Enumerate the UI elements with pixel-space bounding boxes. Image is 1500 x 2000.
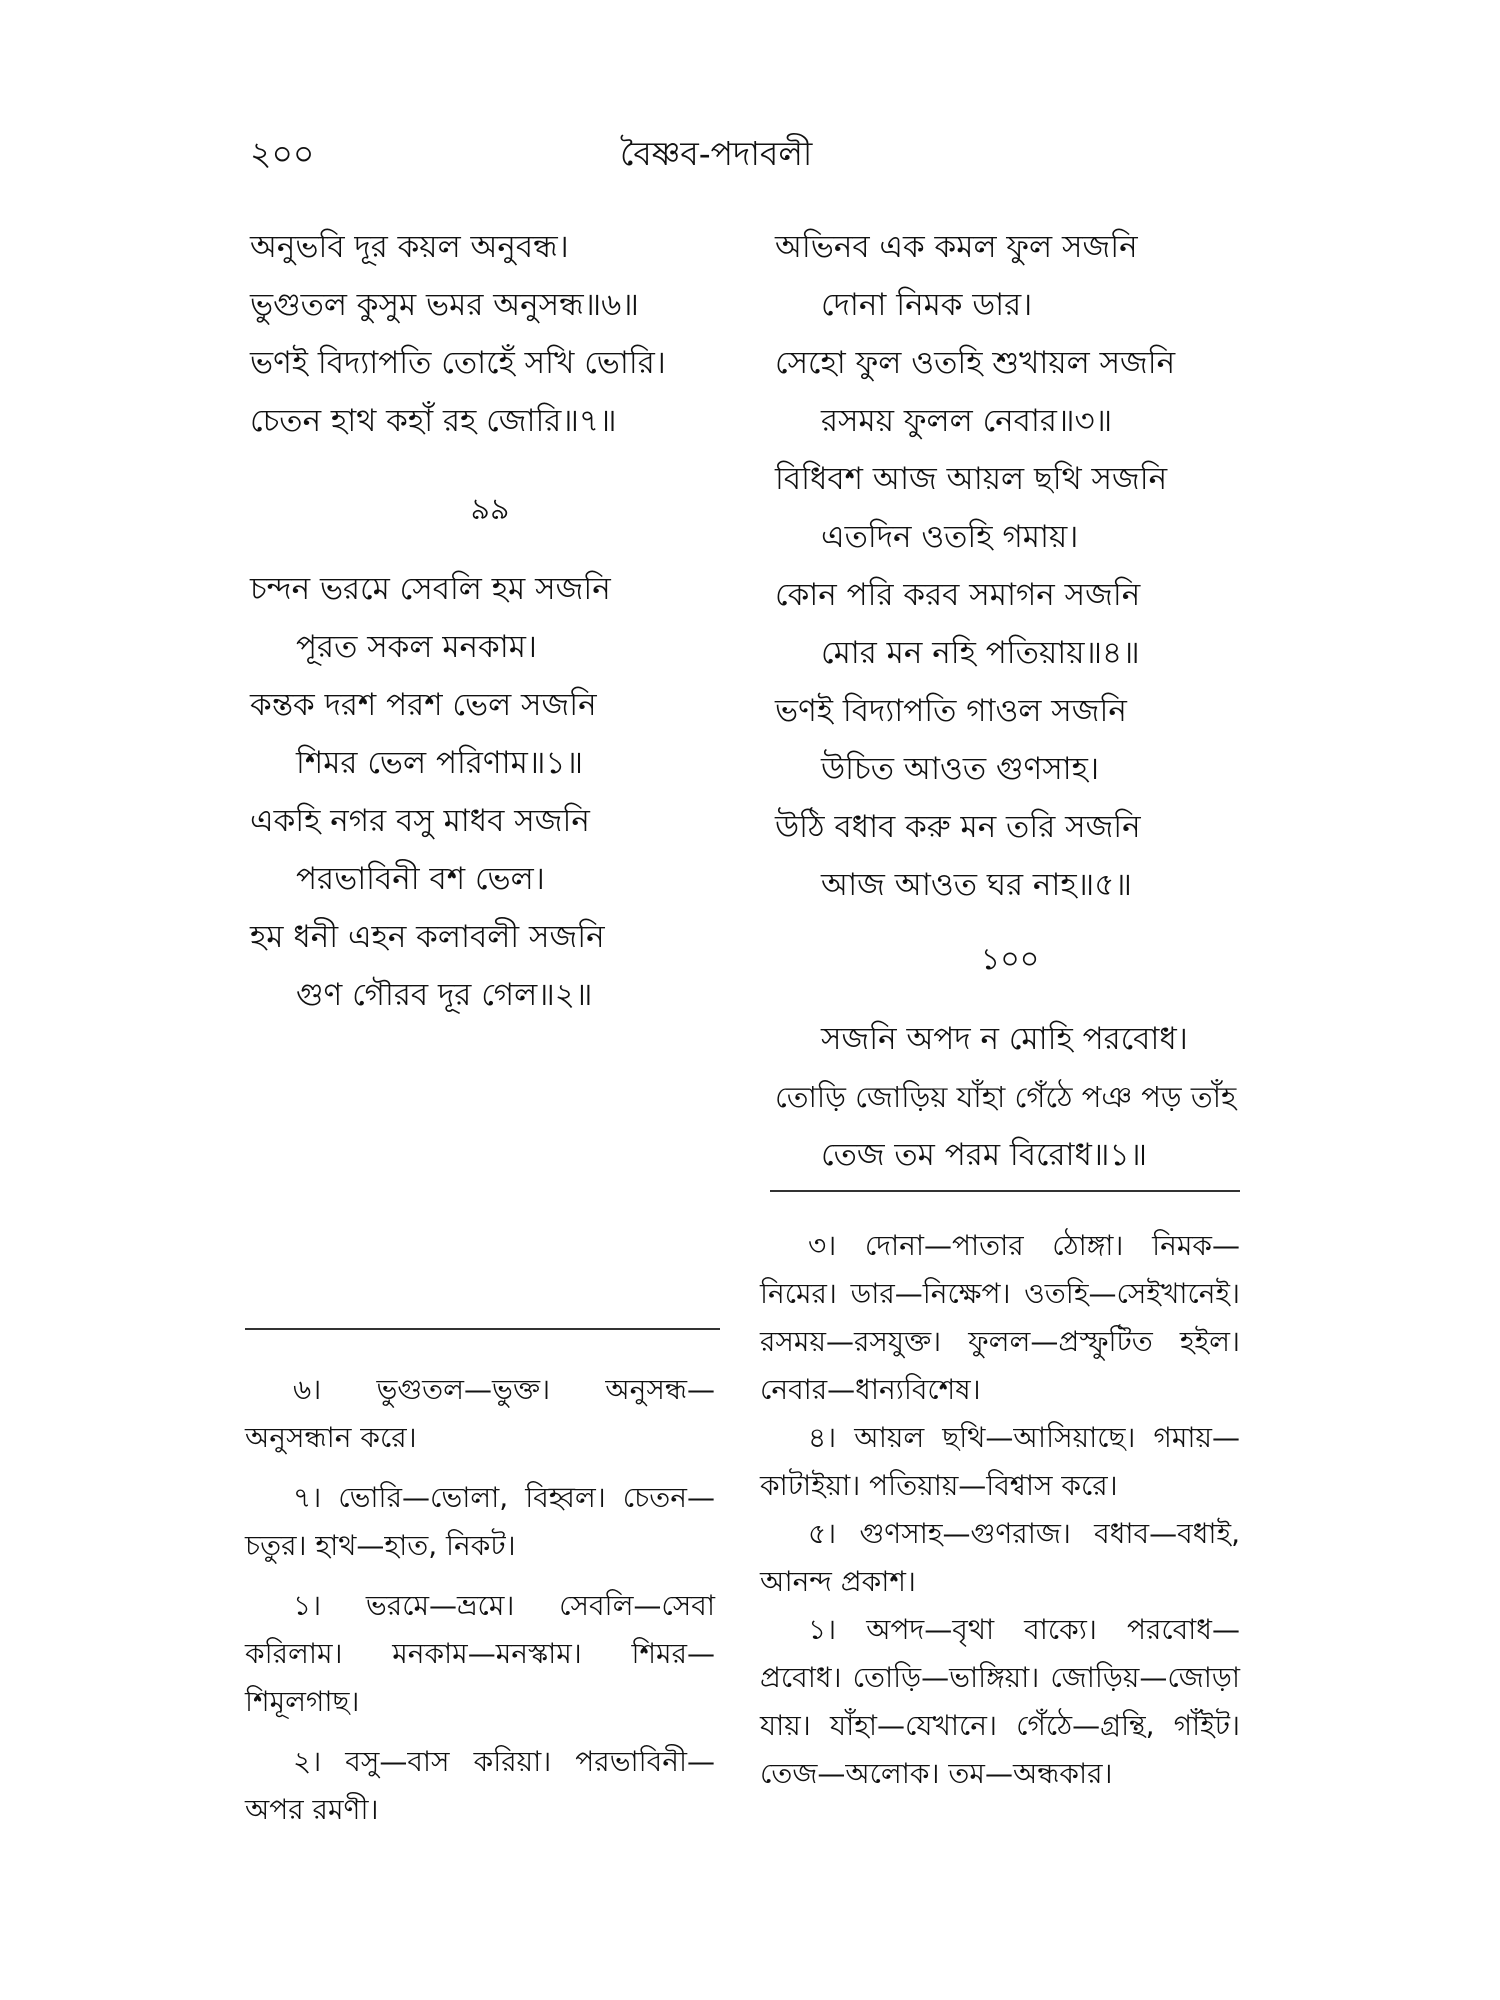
verse-line: চন্দন ভরমে সেবলি হম সজনি <box>250 571 611 607</box>
footnote-divider-left <box>245 1328 720 1330</box>
page-number: ২০০ <box>250 134 315 173</box>
verse-line: হম ধনী এহন কলাবলী সজনি <box>250 919 605 955</box>
verse-line: সেহো ফুল ওতহি শুখায়ল সজনি <box>775 345 1176 381</box>
footnotes-right <box>760 1222 1240 1798</box>
verse-line: উঠি বধাব করু মন তরি সজনি <box>775 809 1141 845</box>
footnote: ১। অপদ—বৃথা বাক্যে। পরবোধ—প্রবোধ। তোড়ি—ভাঙ্গিয়া। জোড়িয়—জোড়া যায়। যাঁহা—যেখানে। গেঁঠে—গ্রন্থি, গাঁইট। তেজ—অলোক। তম—অন্ধকার। <box>760 1613 1240 1790</box>
verse-line: একহি নগর বসু মাধব সজনি <box>250 803 590 839</box>
footnote-divider-right <box>770 1190 1240 1192</box>
verse-line: আজ আওত ঘর নাহ॥৫॥ <box>821 867 1132 903</box>
verse-line: ভণই বিদ্যাপতি গাওল সজনি <box>775 693 1127 729</box>
verse-block-left-top <box>250 218 666 450</box>
verse-line: শিমর ভেল পরিণাম॥১॥ <box>296 745 584 781</box>
footnote: ৬। ভুগুতল—ভুক্ত। অনুসন্ধ—অনুসন্ধান করে। <box>245 1373 715 1454</box>
verse-line: তোড়ি জোড়িয় যাঁহা গেঁঠে পঞ পড় তাঁহ <box>775 1080 1237 1114</box>
verse-line: ভণই বিদ্যাপতি তোহেঁ সখি ভোরি। <box>250 345 666 381</box>
verse-line: দোনা নিমক ডার। <box>821 287 1033 323</box>
verse-line: সজনি অপদ ন মোহি পরবোধ। <box>821 1021 1188 1057</box>
verse-line: পরভাবিনী বশ ভেল। <box>296 861 545 897</box>
verse-line: তেজ তম পরম বিরোধ॥১॥ <box>821 1137 1148 1173</box>
poem-number-100: ১০০ <box>980 942 1040 977</box>
verse-line: অভিনব এক কমল ফুল সজনি <box>775 229 1138 265</box>
verse-line: এতদিন ওতহি গমায়। <box>821 519 1079 555</box>
footnote: ৫। গুণসাহ—গুণরাজ। বধাব—বধাই, আনন্দ প্রকাশ। <box>760 1517 1240 1598</box>
verse-line: চেতন হাথ কহাঁ রহ জোরি॥৭॥ <box>250 403 617 439</box>
verse-line: বিধিবশ আজ আয়ল ছথি সজনি <box>775 461 1168 497</box>
verse-line: পূরত সকল মনকাম। <box>296 629 538 665</box>
verse-line: উচিত আওত গুণসাহ। <box>821 751 1100 787</box>
footnote: ৭। ভোরি—ভোলা, বিহ্বল। চেতন—চতুর। হাথ—হাত, নিকট। <box>245 1481 715 1562</box>
verse-line: ভুগুতল কুসুম ভমর অনুসন্ধ॥৬॥ <box>250 287 639 323</box>
poem-number-99: ৯৯ <box>470 492 510 527</box>
footnote: ১। ভরমে—ভ্রমে। সেবলি—সেবা করিলাম। মনকাম—মনস্কাম। শিমর—শিমূলগাছ। <box>245 1589 715 1718</box>
verse-line: অনুভবি দূর কয়ল অনুবন্ধ। <box>250 229 569 265</box>
verse-line: রসময় ফুলল নেবার॥৩॥ <box>821 403 1113 439</box>
verse-line: কন্তক দরশ পরশ ভেল সজনি <box>250 687 597 723</box>
verse-line: মোর মন নহি পতিয়ায়॥৪॥ <box>821 635 1140 671</box>
verse-line: কোন পরি করব সমাগন সজনি <box>775 577 1141 613</box>
verse-line: গুণ গৌরব দূর গেল॥২॥ <box>296 977 593 1013</box>
footnote: ৩। দোনা—পাতার ঠোঙ্গা। নিমক—নিমের। ডার—নিক্ষেপ। ওতহি—সেইখানেই। রসময়—রসযুক্ত। ফুলল—প্রস্ফুটিত হইল। নেবার—ধান্যবিশেষ। <box>760 1229 1240 1406</box>
verse-block-right-top <box>775 218 1175 914</box>
footnote: ৪। আয়ল ছথি—আসিয়াছে। গমায়—কাটাইয়া। পতিয়ায়—বিশ্বাস করে। <box>760 1421 1240 1502</box>
footnote: ২। বসু—বাস করিয়া। পরভাবিনী—অপর রমণী। <box>245 1745 715 1826</box>
verse-block-poem-99 <box>250 560 611 1024</box>
running-title: বৈষ্ণব-পদাবলী <box>620 134 813 173</box>
verse-block-poem-100 <box>775 1010 1236 1184</box>
footnotes-left <box>245 1366 715 1846</box>
